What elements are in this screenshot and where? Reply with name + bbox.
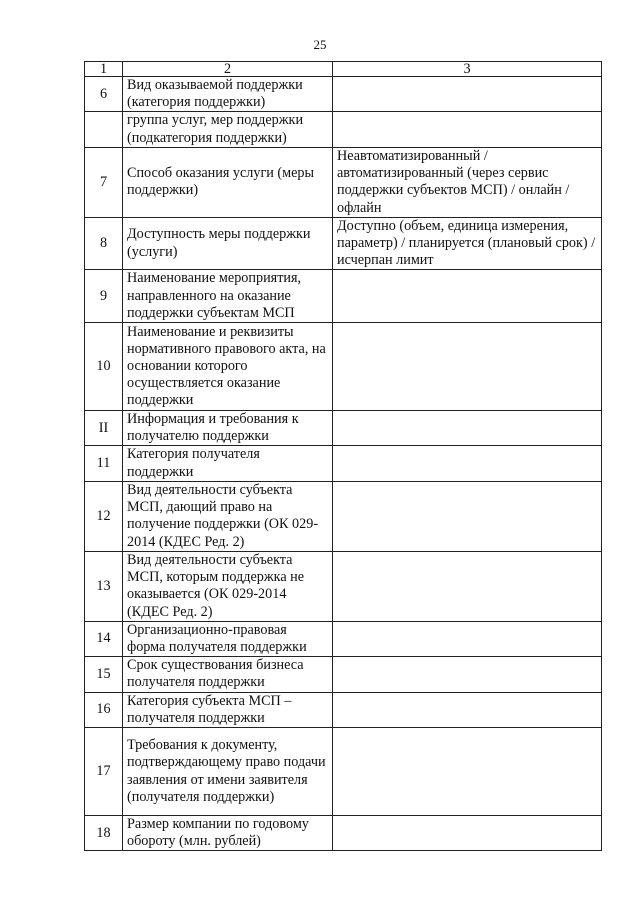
row-number [85,112,123,147]
column-header-1: 1 [85,62,123,77]
row-label: Наименование и реквизиты нормативного правового акта, на основании которого осуществляется оказание поддержки [123,323,333,411]
row-label: Вид оказываемой поддержки (категория поддержки) [123,77,333,112]
table-row [85,77,602,112]
row-number: 8 [85,217,123,270]
row-label: Информация и требования к получателю поддержки [123,411,333,446]
table-row [85,446,602,481]
row-number: 17 [85,728,123,816]
table-row [85,481,602,551]
row-label: Наименование мероприятия, направленного на оказание поддержки субъектам МСП [123,270,333,323]
column-header-2: 2 [123,62,333,77]
page-number: 25 [313,37,327,52]
row-value: Доступно (объем, единица измерения, параметр) / планируется (плановый срок) /исчерпан лимит [333,217,602,270]
table-row [85,692,602,727]
row-value [333,446,602,481]
row-label: группа услуг, мер поддержки (подкатегория поддержки) [123,112,333,147]
table-row [85,816,602,851]
row-number: 10 [85,323,123,411]
row-number: 16 [85,692,123,727]
table-row [85,621,602,656]
row-value [333,411,602,446]
row-label: Вид деятельности субъекта МСП, дающий право на получение поддержки (ОК 029-2014 (КДЕС Ред. 2) [123,481,333,551]
support-measures-table [84,61,602,851]
row-value [333,481,602,551]
table-row [85,551,602,621]
row-label: Размер компании по годовому обороту (млн. рублей) [123,816,333,851]
row-value [333,657,602,692]
table-row [85,112,602,147]
row-number: 13 [85,551,123,621]
row-label: Категория субъекта МСП – получателя поддержки [123,692,333,727]
row-value [333,692,602,727]
row-number: 9 [85,270,123,323]
table-row [85,728,602,816]
row-number: 18 [85,816,123,851]
table-header-row [85,62,602,77]
row-label: Категория получателя поддержки [123,446,333,481]
row-value [333,112,602,147]
row-value [333,621,602,656]
row-label: Организационно-правовая форма получателя поддержки [123,621,333,656]
row-value [333,77,602,112]
row-number: 14 [85,621,123,656]
row-number: II [85,411,123,446]
row-label: Требования к документу, подтверждающему право подачи заявления от имени заявителя (получателя поддержки) [123,728,333,816]
row-number: 12 [85,481,123,551]
table-row [85,411,602,446]
table-row [85,217,602,270]
row-label: Срок существования бизнеса получателя поддержки [123,657,333,692]
row-value [333,270,602,323]
row-number: 11 [85,446,123,481]
table-row [85,323,602,411]
row-label: Способ оказания услуги (меры поддержки) [123,147,333,217]
row-value [333,728,602,816]
table-row [85,270,602,323]
row-label: Вид деятельности субъекта МСП, которым поддержка не оказывается (ОК 029-2014 (КДЕС Ред. 2) [123,551,333,621]
row-value [333,323,602,411]
table-row [85,657,602,692]
row-label: Доступность меры поддержки (услуги) [123,217,333,270]
row-value [333,551,602,621]
column-header-3: 3 [333,62,602,77]
table-row [85,147,602,217]
row-value [333,816,602,851]
row-value: Неавтоматизированный / автоматизированный (через сервис поддержки субъектов МСП) / онлайн / офлайн [333,147,602,217]
row-number: 6 [85,77,123,112]
row-number: 7 [85,147,123,217]
row-number: 15 [85,657,123,692]
